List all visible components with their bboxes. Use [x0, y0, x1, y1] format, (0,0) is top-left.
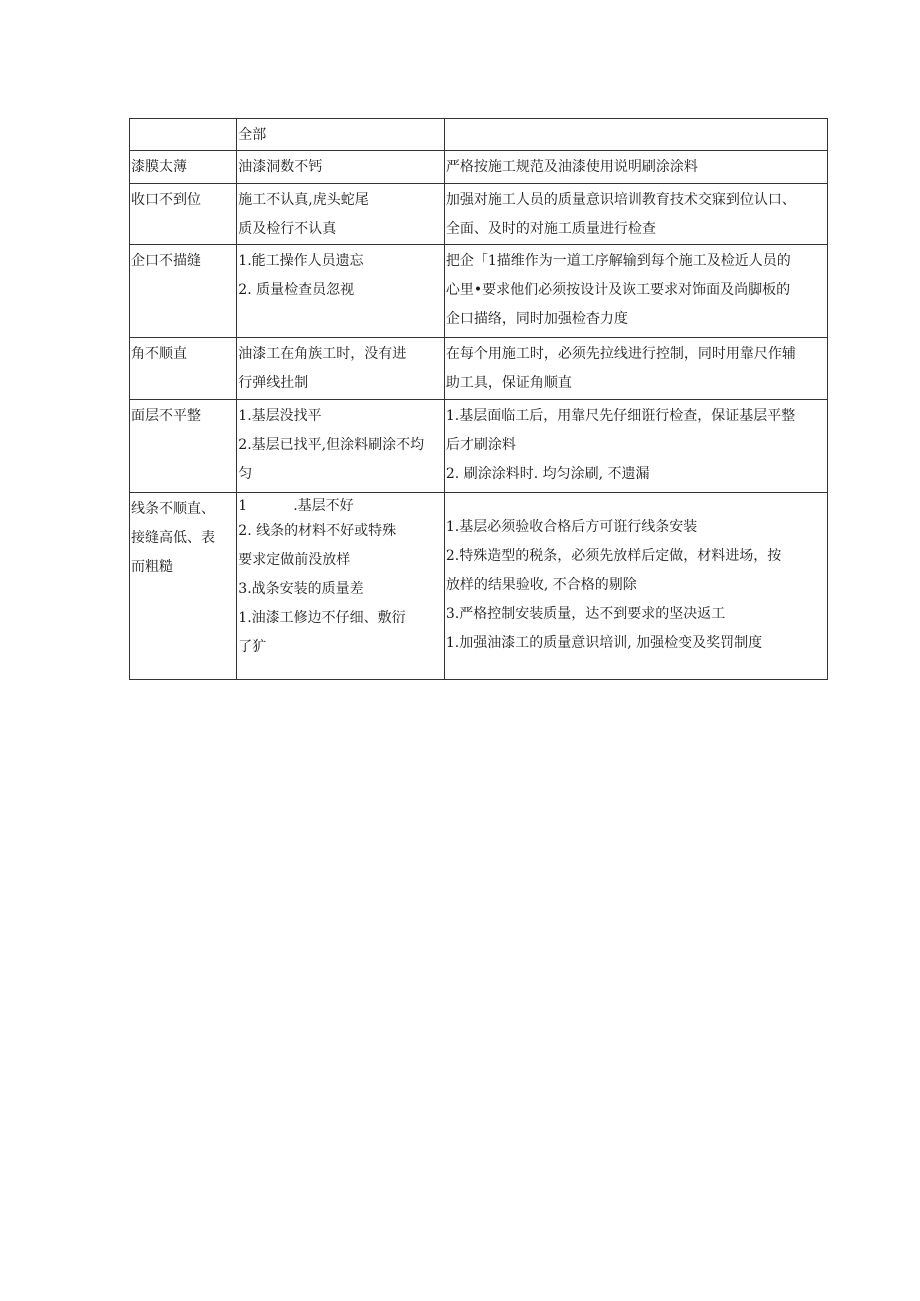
cell-line: 了犷	[238, 639, 267, 655]
cell-line: 2. 线条的材料不好或特殊	[238, 523, 397, 539]
measure-cell	[444, 245, 827, 338]
cell-text	[131, 400, 236, 431]
cell-line: 3.严格控制安装质量，达不到要求的坚决返工	[445, 606, 726, 622]
cell-text	[446, 119, 827, 121]
cell-line: 后才刷涂料	[445, 437, 516, 453]
cause-cell	[237, 119, 445, 151]
cell-line: 匀	[238, 466, 253, 482]
cell-line	[238, 495, 444, 517]
cell-line: 企口描络，同时加强检杳力度	[445, 311, 628, 327]
problem-cell	[130, 493, 237, 680]
cell-text	[446, 400, 827, 489]
cell-line: 收口不到位	[131, 192, 201, 208]
cell-text	[446, 245, 827, 334]
cell-line: 接缝高低、表	[131, 530, 215, 546]
table-row	[130, 400, 828, 493]
measure-cell	[444, 184, 827, 245]
measure-cell	[444, 151, 827, 184]
cell-line: 油漆洞数不钙	[238, 159, 323, 175]
measure-cell	[444, 400, 827, 493]
cell-text	[131, 151, 236, 182]
cell-line: 2.基层已找平,但涂料刷涂不均	[238, 437, 425, 453]
cell-text	[238, 184, 444, 244]
cell-text	[131, 338, 236, 369]
cell-text	[238, 245, 444, 305]
table-row	[130, 151, 828, 184]
cell-text	[238, 119, 444, 150]
table-row	[130, 119, 828, 151]
problem-cell	[130, 184, 237, 245]
problem-cell	[130, 151, 237, 184]
table-row	[130, 184, 828, 245]
cause-cell	[237, 184, 445, 245]
cell-text	[446, 184, 827, 244]
cell-line: 3.战条安装的质量差	[238, 581, 364, 597]
cell-line: 企口不描缝	[131, 253, 201, 269]
measure-cell	[444, 493, 827, 680]
cell-line: 漆膜太薄	[131, 159, 187, 175]
problem-cell	[130, 338, 237, 400]
problem-cell	[130, 400, 237, 493]
cause-cell	[237, 493, 445, 680]
cell-line: 加强对施工人员的质量意识培训教育技术交寐到位认口、	[445, 192, 796, 208]
cause-cell	[237, 400, 445, 493]
cell-line: 施工不认真,虎头蛇尾	[238, 192, 369, 208]
cell-line: 质及检行不认真	[238, 221, 337, 237]
cell-line-number: 1	[238, 498, 248, 514]
cell-line: 要求定做前没放样	[238, 552, 351, 568]
cell-line-text: .基层不好	[293, 498, 354, 514]
cell-line: 在每个用施工时，必须先拉线进行控制，同时用靠尺作辅	[445, 346, 796, 362]
measure-cell	[444, 119, 827, 151]
table-row	[130, 245, 828, 338]
cell-line: 全面、及时的对施工质量进行检查	[445, 221, 656, 237]
table-row	[130, 493, 828, 680]
cell-line: 2. 刷涂涂料时. 均匀涂刷, 不遗漏	[445, 466, 650, 482]
cell-text	[238, 151, 444, 182]
cell-line: 1.基层面临工后，用靠尺先仔细诳行检查，保证基层平整	[445, 408, 796, 424]
cell-line: 角不顺直	[131, 346, 187, 362]
cell-line: 线条不顺直、	[131, 501, 215, 517]
cell-text	[446, 151, 827, 182]
cell-line: 严格按施工规范及油漆使用说明刷涂涂料	[445, 159, 698, 175]
cell-line: 油漆工在角族工时，没有进	[238, 346, 407, 362]
table-row	[130, 338, 828, 400]
cell-text	[238, 400, 444, 489]
cell-text	[131, 184, 236, 215]
cell-line: 1.油漆工修边不仔细、敷衍	[238, 610, 406, 626]
cell-line: 助工具，保证角顺直	[445, 375, 572, 391]
problem-cell	[130, 119, 237, 151]
cell-text	[238, 493, 444, 662]
cause-cell	[237, 245, 445, 338]
cell-line: 1.能工操作人员遗忘	[238, 253, 364, 269]
cell-text	[131, 245, 236, 276]
cell-line: 1.加强油漆工的质量意识培训, 加强检变及奖罚制度	[445, 635, 763, 651]
cell-text	[446, 338, 827, 398]
problem-cell	[130, 245, 237, 338]
cell-line: 行弹线扗制	[238, 375, 309, 391]
cell-line: 而粗糙	[131, 559, 173, 575]
cause-cell	[237, 151, 445, 184]
cause-cell	[237, 338, 445, 400]
cell-line: 放样的结果验收, 不合格的剔除	[445, 577, 637, 593]
cell-text	[131, 119, 236, 121]
cell-line: 心里•要求他们必须按设计及诙工要求对饰面及尚脚板的	[445, 282, 791, 298]
cell-text	[446, 493, 827, 658]
quality-problems-table	[129, 118, 828, 680]
cell-line: 2.特殊造型的税条，必须先放样后定做，材料进场，按	[445, 548, 782, 564]
cell-line: 全部	[238, 127, 267, 143]
measure-cell	[444, 338, 827, 400]
cell-line: 1.基层必须验收合格后方可诳行线条安装	[445, 519, 698, 535]
cell-line: 把企「1描维作为一道工序解输到每个施工及检近人员的	[445, 253, 791, 269]
cell-line: 面层不平整	[131, 408, 201, 424]
cell-text	[238, 338, 444, 398]
cell-line: 1.基层没找平	[238, 408, 322, 424]
cell-line: 2. 质量检查员忽视	[238, 282, 355, 298]
cell-text	[131, 493, 236, 582]
